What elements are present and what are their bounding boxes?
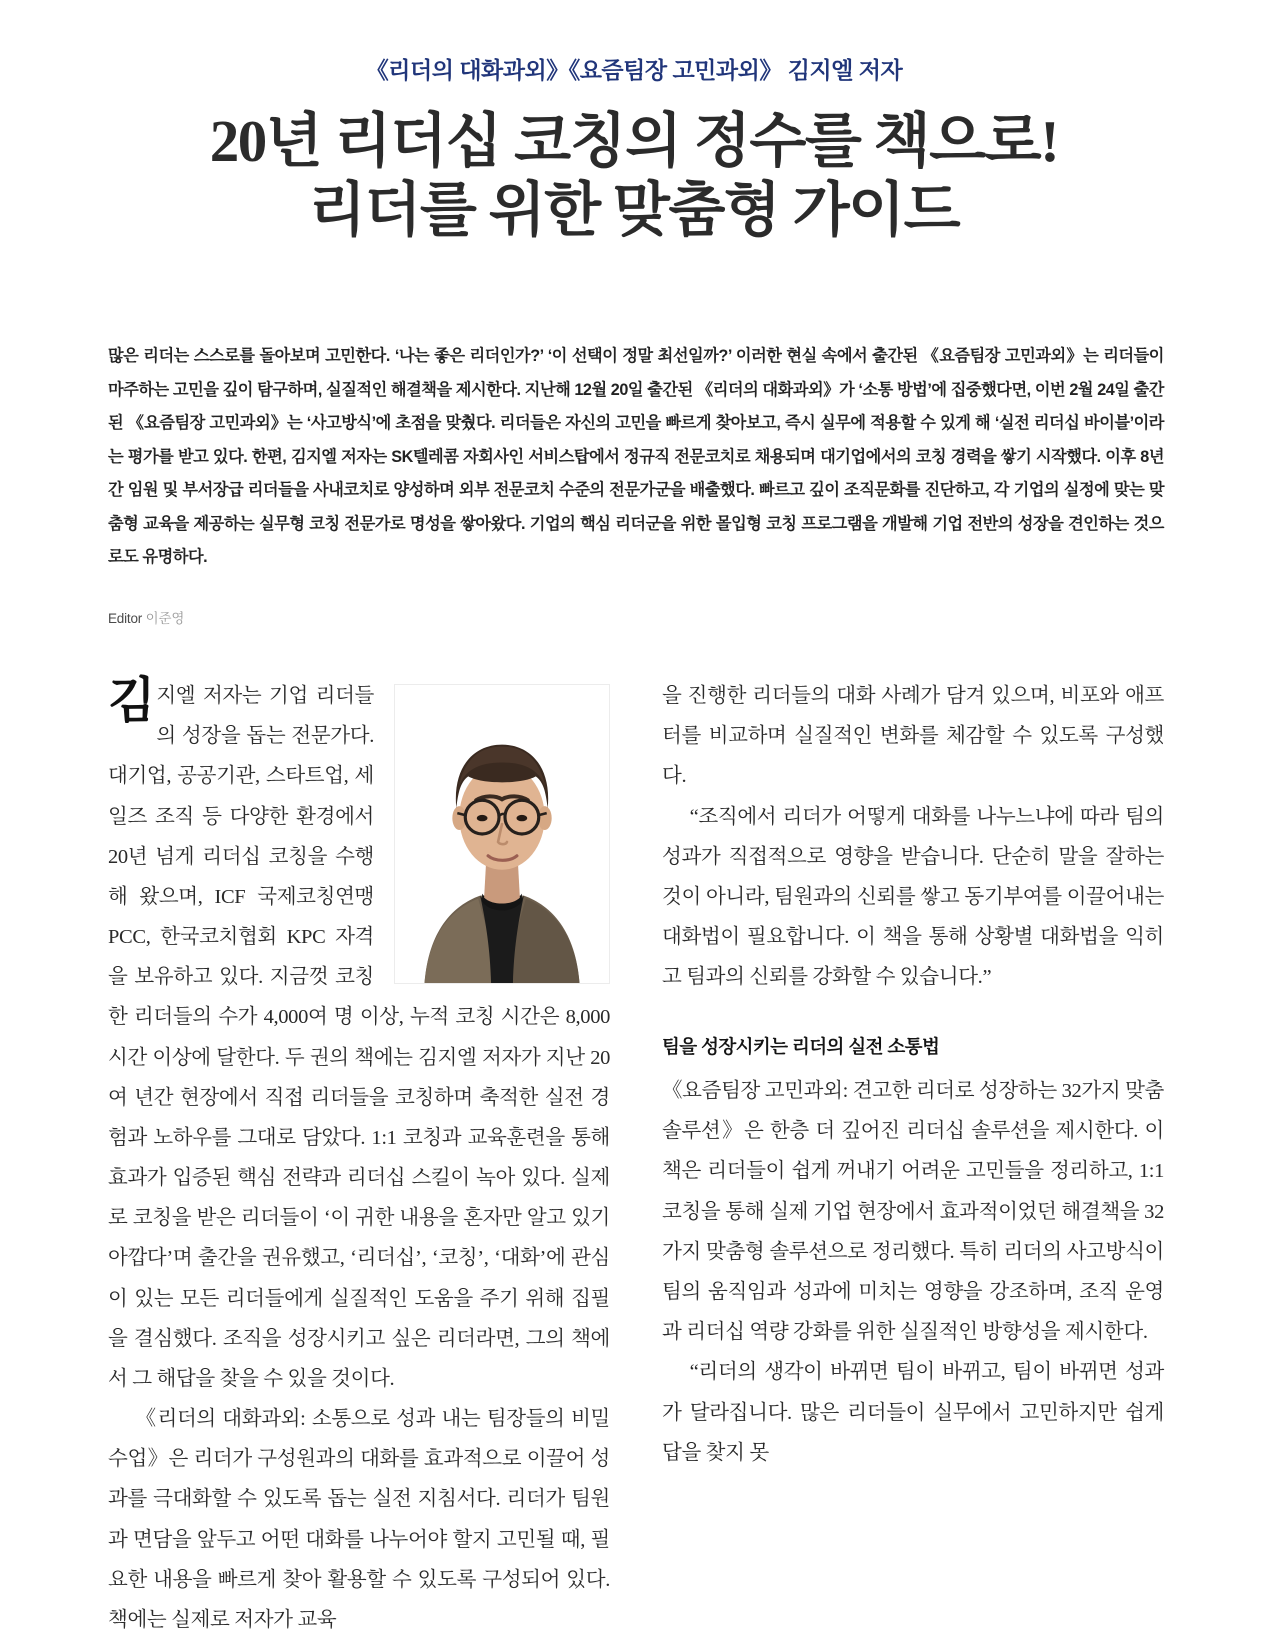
headline-line-2: 리더를 위한 맞춤형 가이드 <box>308 177 960 244</box>
right-paragraph-1: 을 진행한 리더들의 대화 사례가 담겨 있으며, 비포와 애프터를 비교하며 실질적인 변화를 체감할 수 있도록 구성했다. <box>662 685 1164 788</box>
drop-cap: 김 <box>108 674 154 728</box>
article-kicker: 《리더의 대화과외》《요즘팀장 고민과외》 김지엘 저자 <box>365 57 903 83</box>
left-paragraph-2: 《리더의 대화과외: 소통으로 성과 내는 팀장들의 비밀 수업》은 리더가 구성원과의 대화를 효과적으로 이끌어 성과를 극대화할 수 있도록 돕는 실전 지침서다. 리더가 팀원과 면담을 앞두고 어떤 대화를 나누어야 할지 고민될 때, 필요한 내용을 빠르게 찾아 활용할 수 있도록 구성되어 있다. 책에는 실제로 저자가 교육 <box>108 1408 610 1631</box>
byline-name: 이준영 <box>145 610 185 626</box>
page-title <box>0 107 1268 246</box>
masthead <box>0 0 1268 246</box>
author-portrait-image <box>395 685 609 983</box>
byline <box>108 607 1164 627</box>
lead-paragraph: 많은 리더는 스스로를 돌아보며 고민한다. ‘나는 좋은 리더인가?’ ‘이 선택이 정말 최선일까?’ 이러한 현실 속에서 출간된 《요즘팀장 고민과외》는 리더들이 마주하는 고민을 깊이 탐구하며, 실질적인 해결책을 제시한다. 지난해 12월 20일 출간된 《리더의 대화과외》가 ‘소통 방법’에 집중했다면, 이번 2월 24일 출간된 《요즘팀장 고민과외》는 ‘사고방식’에 초점을 맞췄다. 리더들은 자신의 고민을 빠르게 찾아보고, 즉시 실무에 적용할 수 있게 해 ‘실전 리더십 바이블’이라는 평가를 받고 있다. 한편, 김지엘 저자는 SK텔레콤 자회사인 서비스탑에서 정규직 전문코치로 채용되며 대기업에서의 코칭 경력을 쌓기 시작했다. 이후 8년간 임원 및 부서장급 리더들을 사내코치로 양성하며 외부 전문코치 수준의 전문가군을 배출했다. 빠르고 깊이 조직문화를 진단하고, 각 기업의 실정에 맞는 맞춤형 교육을 제공하는 실무형 코칭 전문가로 명성을 쌓아왔다. 기업의 핵심 리더군을 위한 몰입형 코칭 프로그램을 개발해 기업 전반의 성장을 견인하는 것으로도 유명하다. <box>108 346 1164 567</box>
section-heading: 팀을 성장시키는 리더의 실전 소통법 <box>662 1036 940 1058</box>
right-paragraph-4-quote: “리더의 생각이 바뀌면 팀이 바뀌고, 팀이 바뀌면 성과가 달라집니다. 많은 리더들이 실무에서 고민하지만 쉽게 답을 찾지 못 <box>662 1361 1164 1464</box>
author-portrait <box>394 684 610 984</box>
headline-line-1: 20년 리더십 코칭의 정수를 책으로! <box>209 107 1059 174</box>
body-columns <box>108 676 1164 1640</box>
right-paragraph-2-quote: “조직에서 리더가 어떻게 대화를 나누느냐에 따라 팀의 성과가 직접적으로 영향을 받습니다. 단순히 말을 잘하는 것이 아니라, 팀원과의 신뢰를 쌓고 동기부여를 이끌어내는 대화법이 필요합니다. 이 책을 통해 상황별 대화법을 익히고 팀과의 신뢰를 강화할 수 있습니다.” <box>662 805 1164 989</box>
lead-section <box>108 340 1164 627</box>
left-paragraph-1-text: 지엘 저자는 기업 리더들의 성장을 돕는 전문가다. 대기업, 공공기관, 스타트업, 세일즈 조직 등 다양한 환경에서 20년 넘게 리더십 코칭을 수행해 왔으며, ICF 국제코칭연맹 PCC, 한국코치협회 KPC 자격을 보유하고 있다. 지금껏 코칭한 리더들의 수가 4,000여 명 이상, 누적 코칭 시간은 8,000시간 이상에 달한다. 두 권의 책에는 김지엘 저자가 지난 20여 년간 현장에서 직접 리더들을 코칭하며 축적한 실전 경험과 노하우를 그대로 담았다. 1:1 코칭과 교육훈련을 통해 효과가 입증된 핵심 전략과 리더십 스킬이 녹아 있다. 실제로 코칭을 받은 리더들이 ‘이 귀한 내용을 혼자만 알고 있기 아깝다’며 출간을 권유했고, ‘리더십’, ‘코칭’, ‘대화’에 관심이 있는 모든 리더들에게 실질적인 도움을 주기 위해 집필을 결심했다. 조직을 성장시키고 싶은 리더라면, 그의 책에서 그 해답을 찾을 수 있을 것이다. <box>108 685 610 1390</box>
body-column-left <box>108 676 610 1640</box>
right-paragraph-3: 《요즘팀장 고민과외: 견고한 리더로 성장하는 32가지 맞춤 솔루션》은 한층 더 깊어진 리더십 솔루션을 제시한다. 이 책은 리더들이 쉽게 꺼내기 어려운 고민들을 정리하고, 1:1 코칭을 통해 실제 기업 현장에서 효과적이었던 해결책을 32가지 맞춤형 솔루션으로 정리했다. 특히 리더의 사고방식이 팀의 움직임과 성과에 미치는 영향을 강조하며, 조직 운영과 리더십 역량 강화를 위한 실질적인 방향성을 제시한다. <box>662 1080 1164 1344</box>
body-column-right <box>662 676 1164 1473</box>
byline-role: Editor <box>108 610 143 626</box>
